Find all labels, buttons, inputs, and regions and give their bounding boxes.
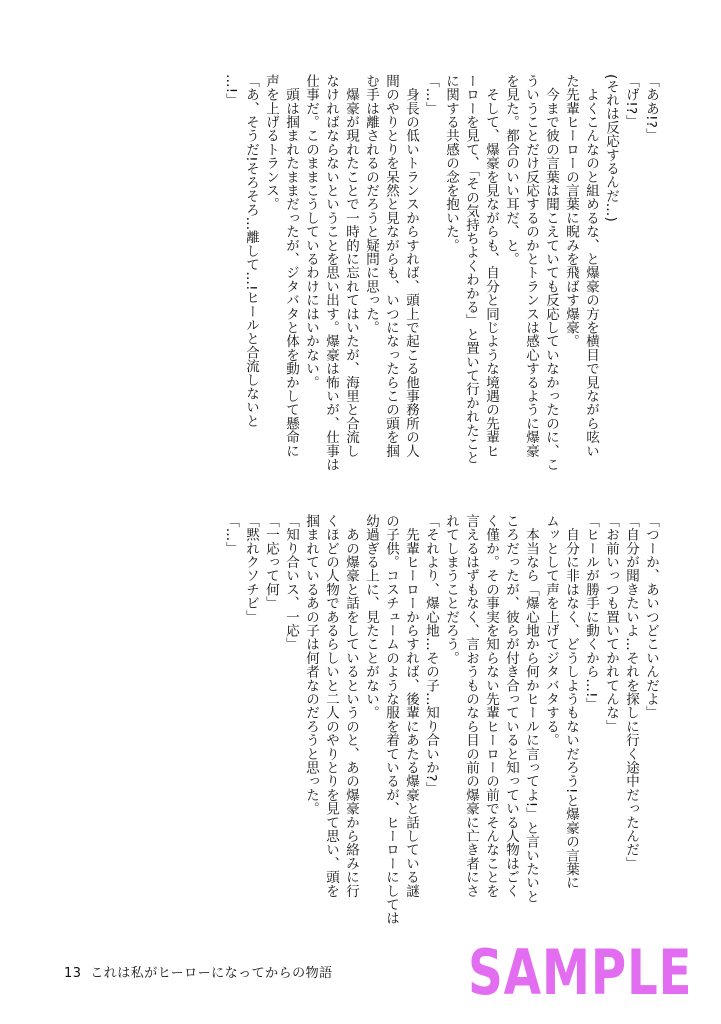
sample-watermark: SAMPLE: [468, 936, 693, 1009]
text-line: 言えるはずもなく、言おうものなら目の前の爆豪に亡き者にさ: [463, 514, 479, 898]
text-line: 掴まれているあの子は何者なのだろうと思った。: [303, 514, 319, 816]
text-line: 間のやりとりを呆然と見ながらも、いつになったらこの頭を掴: [383, 74, 399, 458]
text-line: なければならないということを思い出す。爆豪は怖いが、仕事は: [323, 74, 339, 472]
text-line: 「ヒールが勝手に動くから…!」: [583, 514, 599, 712]
page-number: 13: [64, 966, 82, 981]
upper-text-block: [221, 74, 661, 500]
text-line: くほどの人物であるらしいと二人のやりとりを見て思い、頭を: [323, 514, 339, 898]
text-line: 「…」: [223, 514, 239, 556]
lower-text-block: [221, 514, 661, 939]
text-line: あの爆豪と話をしているというのと、あの爆豪から絡みに行: [343, 514, 359, 898]
page-footer: [64, 962, 337, 981]
text-line: 自分に非はなく、どうしようもないだろう!と爆豪の言葉に: [563, 514, 579, 890]
text-line: 「…」: [423, 74, 439, 116]
text-line: 「お前いっつも置いてかれてんな」: [603, 514, 619, 734]
text-line: 身長の低いトランスからすれば、頭上で起こる他事務所の人: [403, 74, 419, 458]
text-line: れてしまうことだろう。: [443, 514, 459, 665]
text-line: く僅か。その事実を知らない先輩ヒーローの前でそんなことを: [483, 514, 499, 898]
text-line: 爆豪が現れたことで一時的に忘れてはいたが、海里と合流し: [343, 74, 359, 458]
text-line: 「知り合いス、一応」: [283, 514, 299, 651]
text-line: ころだったが、彼らが付き合っていると知っている人物はごく: [503, 514, 519, 898]
text-line: ムッとして声を上げてジタバタする。: [543, 514, 559, 747]
text-line: 「げ!?」: [623, 74, 639, 129]
text-line: 頭は掴まれたままだったが、ジタバタと体を動かして懸命に: [283, 74, 299, 458]
text-line: 「黙れクソチビ」: [243, 514, 259, 624]
text-line: 声を上げるトランス。: [263, 74, 279, 211]
text-line: 「一応って何」: [263, 514, 279, 610]
text-line: ーローを見て、「その気持ちよくわかる」と置いて行かれたこと: [463, 74, 479, 465]
text-line: 仕事だ。このままこうしているわけにはいかない。: [303, 74, 319, 390]
text-line: 「自分が聞きたいよ…それを探しに行く途中だったんだ」: [623, 514, 639, 871]
book-title: これは私がヒーローになってからの物語: [90, 966, 333, 981]
text-line: を見た。都合のいい耳だ、と。: [503, 74, 519, 266]
text-line: 幼過ぎる上に、見たことがない。: [363, 514, 379, 720]
text-line: …!」: [223, 74, 239, 108]
text-line: 本当なら「爆心地から何かヒールに言ってよ!」と言いたいと: [523, 514, 539, 904]
text-line: に関する共感の念を抱いた。: [443, 74, 459, 253]
text-line: (それは反応するんだ…): [603, 74, 619, 222]
text-line: 「あ、そうだ!そろそろ…離して…!ヒールと合流しないと: [243, 74, 259, 428]
text-line: 今まで彼の言葉は聞こえていても反応していなかったのに、こ: [543, 74, 559, 472]
text-line: む手は離されるのだろうと疑問に思った。: [363, 74, 379, 335]
text-line: そして、爆豪を見ながらも、自分と同じような境遇の先輩ヒ: [483, 74, 499, 458]
text-line: 先輩ヒーローからすれば、後輩にあたる爆豪と話している謎: [403, 514, 419, 898]
text-line: た先輩ヒーローの言葉に睨みを飛ばす爆豪。: [563, 74, 579, 348]
text-line: 「それより、爆心地…その子…知り合いか?」: [423, 514, 439, 796]
text-line: の子供。コスチュームのような服を着ているが、ヒーローにしては: [383, 514, 399, 925]
text-line: 「ああ!?」: [643, 74, 659, 142]
text-line: ういうことだけ反応するのかとトランスは感心するように爆豪: [523, 74, 539, 458]
text-line: よくこんなのと組めるな、と爆豪の方を横目で見ながら呟い: [583, 74, 599, 458]
text-line: 「つーか、あいつどこいんだよ」: [643, 514, 659, 720]
